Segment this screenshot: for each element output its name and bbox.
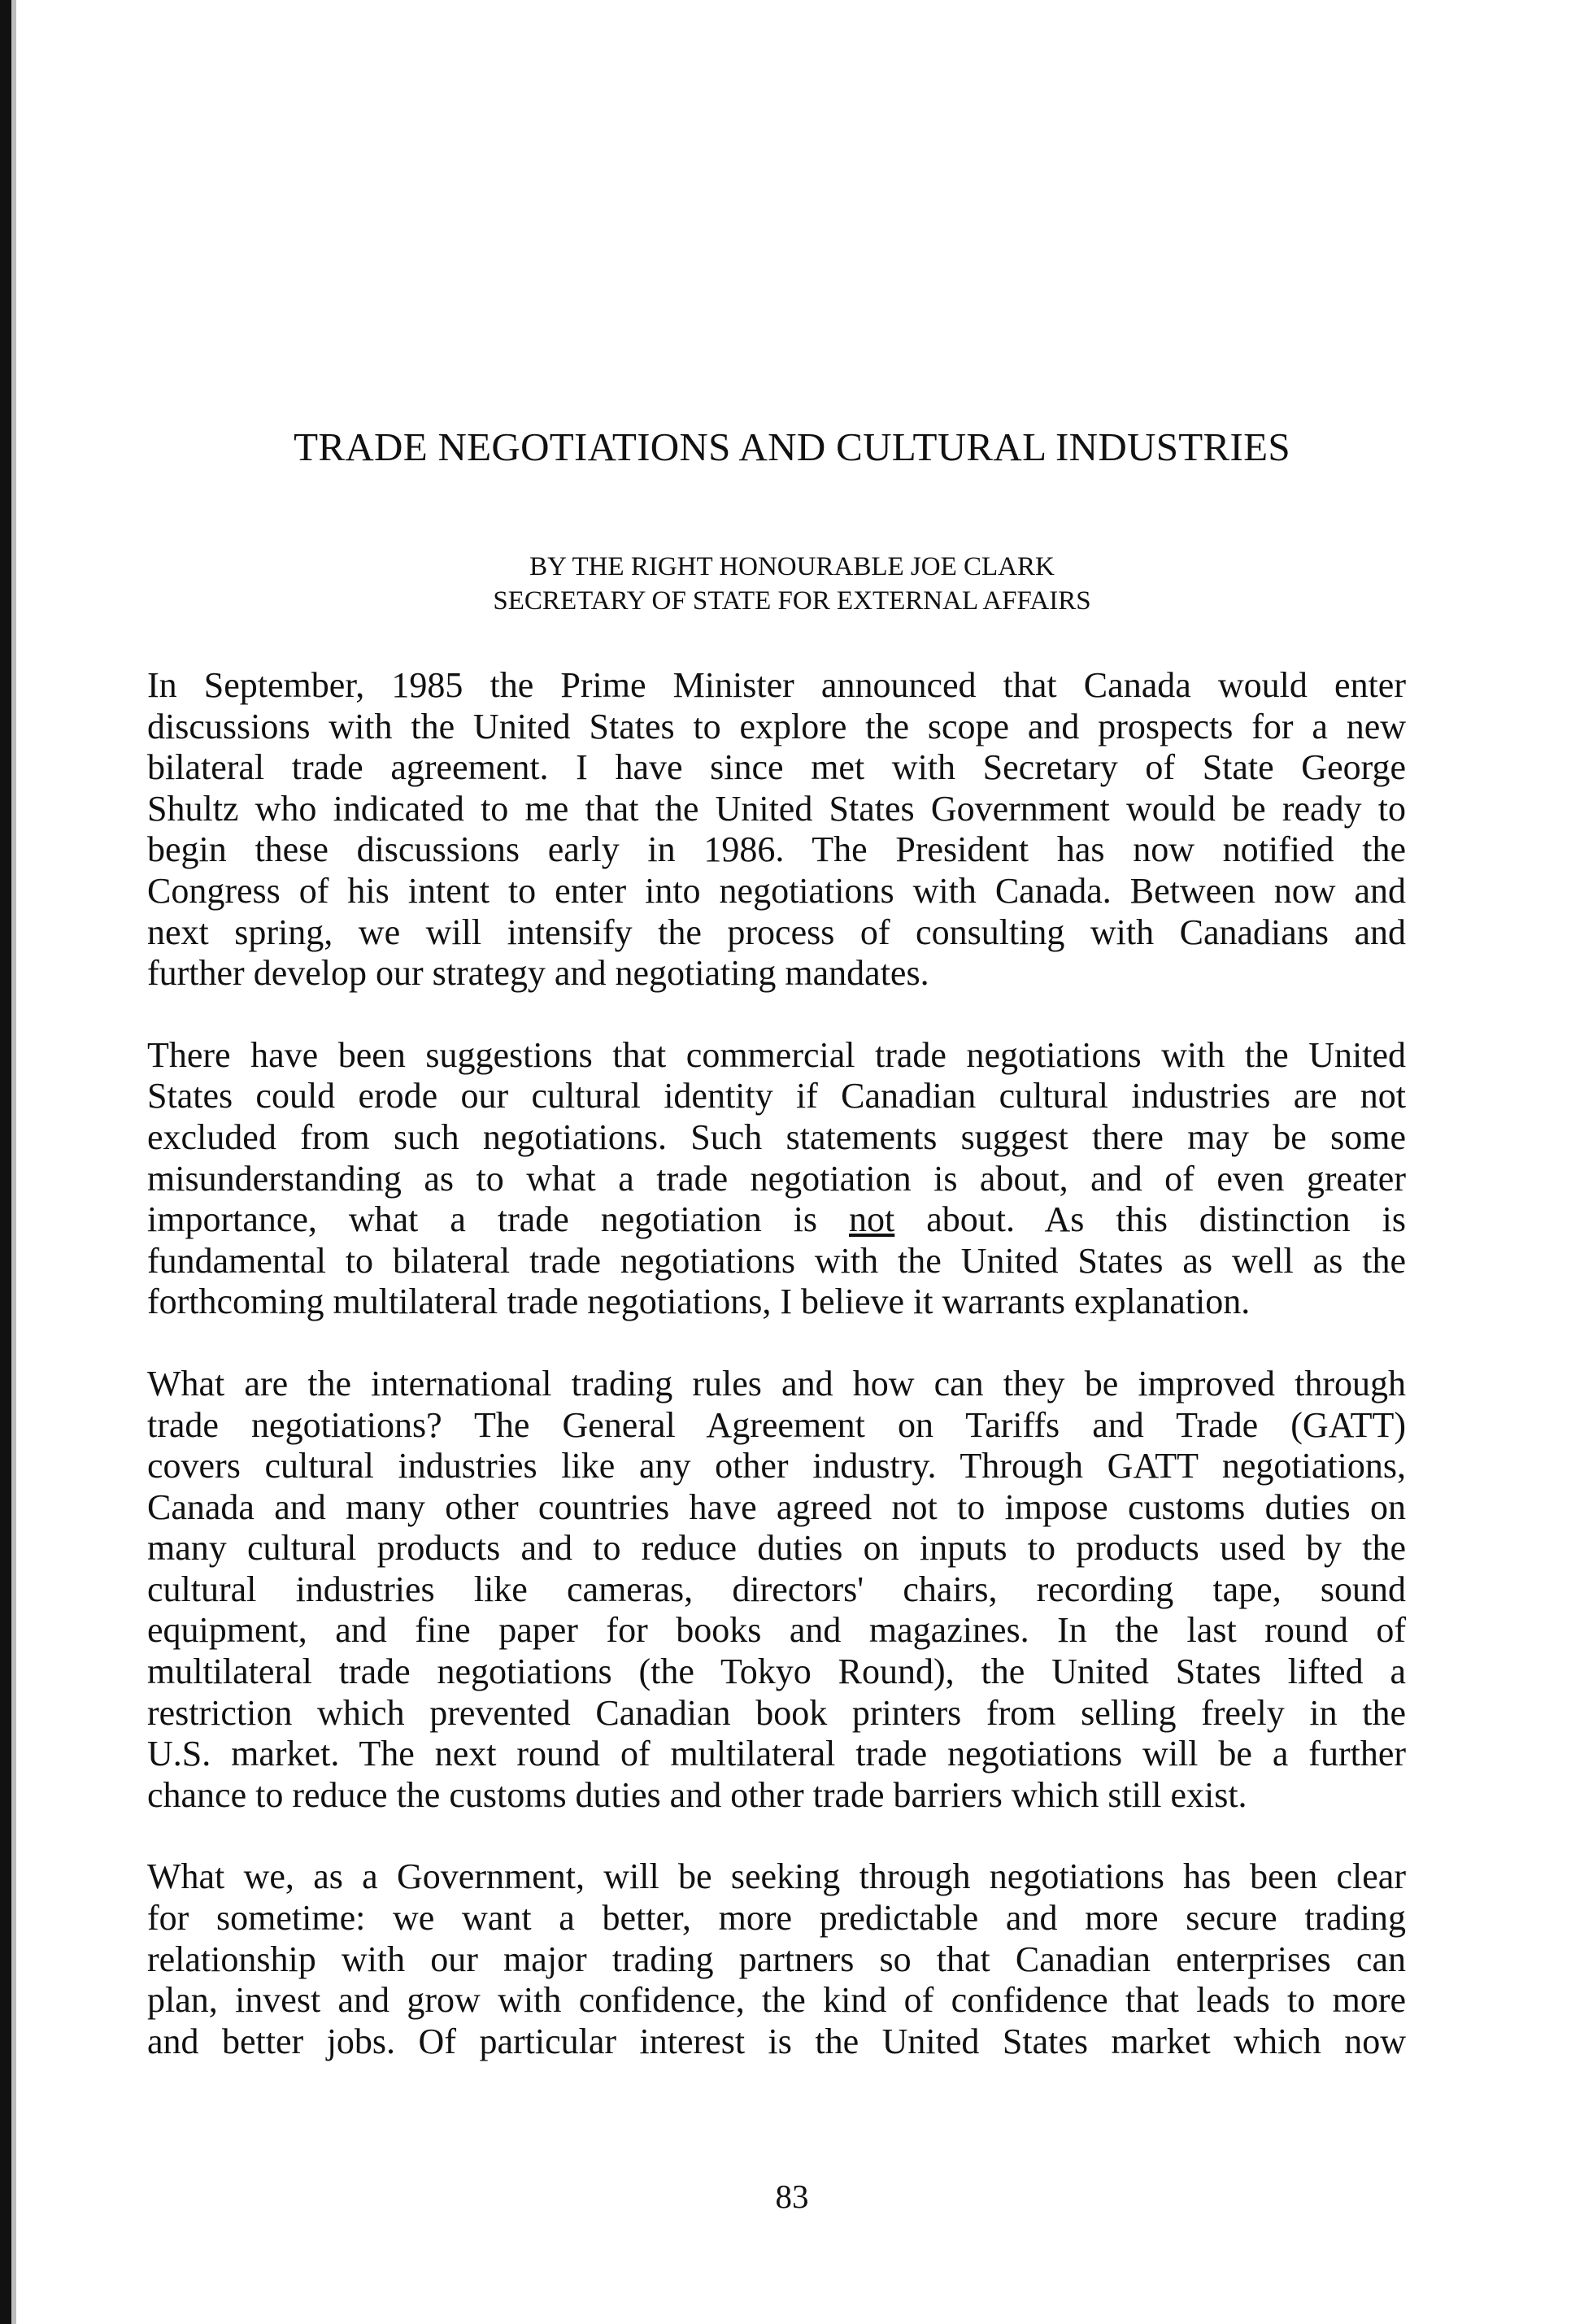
paragraph-line-with-emphasis: [147, 1199, 1406, 1241]
paragraph-line: trade negotiations? The General Agreement on Tariffs and Trade (GATT): [147, 1404, 1406, 1445]
paragraph-line: Shultz who indicated to me that the United States Government would be ready to: [147, 788, 1406, 829]
scan-edge-faint: [11, 0, 16, 2324]
paragraph-line: discussions with the United States to explore the scope and prospects for a new: [147, 706, 1406, 746]
underlined-word: not: [849, 1199, 895, 1240]
paragraph-line: and better jobs. Of particular interest is the United States market which now: [147, 2021, 1406, 2061]
paragraph-line: covers cultural industries like any other industry. Through GATT negotiations,: [147, 1446, 1406, 1486]
paragraph-line: many cultural products and to reduce duties on inputs to products used by the: [147, 1528, 1406, 1569]
paragraph-line: What are the international trading rules and how can they be improved through: [147, 1363, 1406, 1404]
paragraph-line: next spring, we will intensify the process of consulting with Canadians and: [147, 912, 1406, 952]
byline-author: BY THE RIGHT HONOURABLE JOE CLARK: [529, 552, 1055, 581]
paragraph-line: States could erode our cultural identity if Canadian cultural industries are not: [147, 1076, 1406, 1116]
byline-position: SECRETARY OF STATE FOR EXTERNAL AFFAIRS: [493, 586, 1091, 616]
document-body: [147, 665, 1406, 2103]
paragraph-line: for sometime: we want a better, more predictable and more secure trading: [147, 1898, 1406, 1939]
page-number: 83: [775, 2178, 809, 2215]
paragraph-line: forthcoming multilateral trade negotiations, I believe it warrants explanation.: [147, 1282, 1251, 1322]
paragraph-line: cultural industries like cameras, directors' chairs, recording tape, sound: [147, 1569, 1406, 1609]
paragraph-line: plan, invest and grow with confidence, the kind of confidence that leads to more: [147, 1980, 1406, 2021]
paragraph-line: excluded from such negotiations. Such statements suggest there may be some: [147, 1116, 1406, 1157]
paragraph-line: There have been suggestions that commercial trade negotiations with the United: [147, 1034, 1406, 1075]
byline: [0, 550, 1584, 618]
paragraph-4: [147, 1856, 1406, 2062]
paragraph-line: misunderstanding as to what a trade negotiation is about, and of even greater: [147, 1158, 1406, 1199]
paragraph-line: Congress of his intent to enter into negotiations with Canada. Between now and: [147, 870, 1406, 911]
paragraph-1: [147, 665, 1406, 994]
paragraph-line: restriction which prevented Canadian book printers from selling freely in the: [147, 1692, 1406, 1733]
paragraph-3: [147, 1364, 1406, 1817]
paragraph-line: multilateral trade negotiations (the Tokyo Round), the United States lifted a: [147, 1652, 1406, 1692]
paragraph-line: bilateral trade agreement. I have since met with Secretary of State George: [147, 747, 1406, 788]
line-segment: about. As this distinction is: [894, 1199, 1406, 1240]
paragraph-2: [147, 1035, 1406, 1323]
paragraph-line: fundamental to bilateral trade negotiations with the United States as well as the: [147, 1240, 1406, 1281]
scan-edge-shadow: [0, 0, 11, 2324]
paragraph-line: In September, 1985 the Prime Minister announced that Canada would enter: [147, 665, 1406, 705]
paragraph-line: further develop our strategy and negotiating mandates.: [147, 953, 929, 994]
paragraph-line: What we, as a Government, will be seeking through negotiations has been clear: [147, 1856, 1406, 1897]
document-title: TRADE NEGOTIATIONS AND CULTURAL INDUSTRIES: [294, 424, 1290, 469]
paragraph-line: begin these discussions early in 1986. The President has now notified the: [147, 829, 1406, 870]
line-segment: importance, what a trade negotiation is: [147, 1199, 850, 1240]
paragraph-line: relationship with our major trading partners so that Canadian enterprises can: [147, 1939, 1406, 1979]
paragraph-line: chance to reduce the customs duties and other trade barriers which still exist.: [147, 1774, 1247, 1815]
paragraph-line: U.S. market. The next round of multilateral trade negotiations will be a further: [147, 1734, 1406, 1774]
paragraph-line: Canada and many other countries have agreed not to impose customs duties on: [147, 1486, 1406, 1527]
paragraph-line: equipment, and fine paper for books and magazines. In the last round of: [147, 1610, 1406, 1651]
